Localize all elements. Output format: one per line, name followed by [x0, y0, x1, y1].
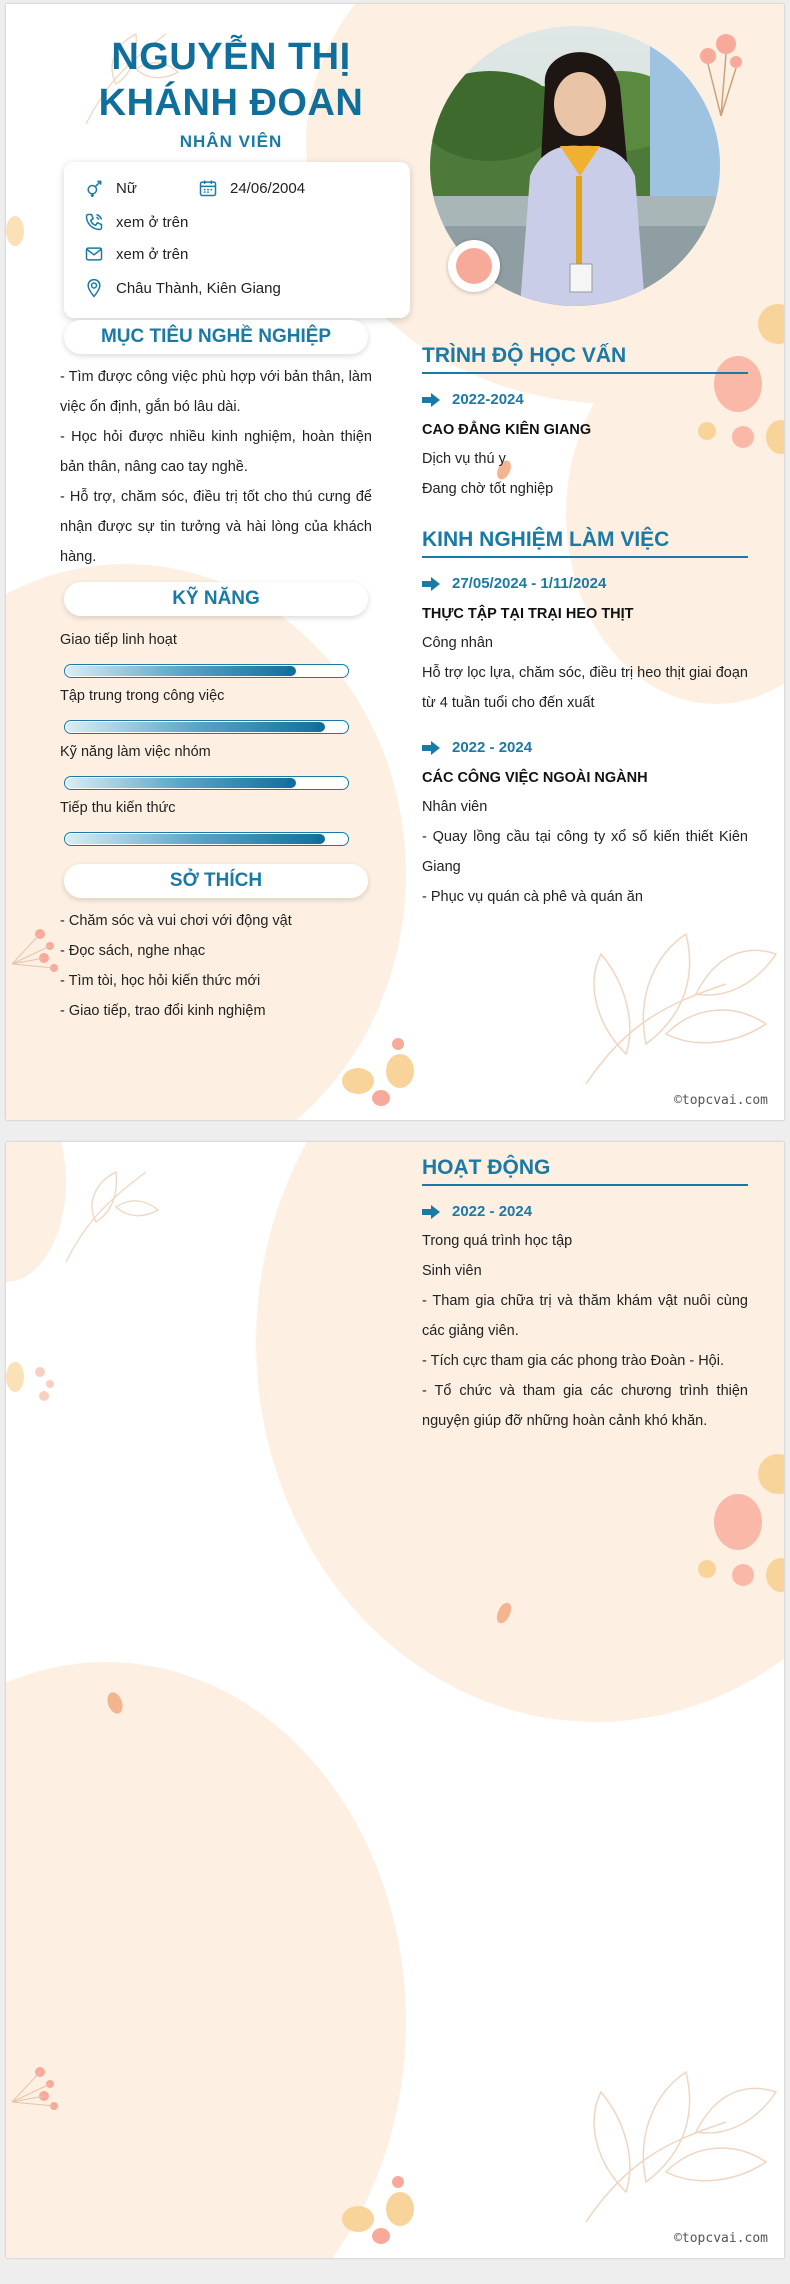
- career-objective-text: [60, 362, 372, 572]
- activity-date: 2022 - 2024: [452, 1203, 533, 1220]
- arrow-right-icon: [422, 393, 440, 407]
- job-position: NHÂN VIÊN: [179, 132, 283, 151]
- skill-bar-fill: [66, 666, 296, 676]
- activity-details: [422, 1226, 748, 1436]
- skill-bar-fill: [66, 778, 296, 788]
- flower-decoration-icon: [546, 2022, 784, 2242]
- skill-bar: [64, 664, 349, 678]
- photo-decor-circle: [448, 240, 500, 292]
- decor-dot: [342, 1068, 374, 1094]
- hobby-item: - Đọc sách, nghe nhạc: [60, 943, 206, 959]
- hobby-item: - Giao tiếp, trao đổi kinh nghiệm: [60, 1003, 266, 1019]
- gender-icon: [84, 178, 104, 198]
- contact-email: [84, 244, 188, 264]
- activity-line: - Tổ chức và tham gia các chương trình thiện nguyện giúp đỡ những hoàn cảnh khó khăn.: [422, 1383, 748, 1429]
- education-title: TRÌNH ĐỘ HỌC VẤN: [422, 344, 748, 374]
- job-date-row: [422, 575, 606, 592]
- skill-bar-knob: [316, 723, 324, 731]
- job-date: 27/05/2024 - 1/11/2024: [452, 575, 607, 592]
- arrow-right-icon: [422, 1205, 440, 1219]
- job-details: [422, 628, 748, 718]
- decor-dot: [342, 2206, 374, 2232]
- decor-dot: [386, 1054, 414, 1088]
- decor-dot: [372, 2228, 390, 2244]
- skill-bar-fill: [66, 834, 325, 844]
- skill-bar: [64, 776, 349, 790]
- email-icon: [84, 244, 104, 264]
- watermark: ©topcvai.com: [674, 2231, 768, 2246]
- hobbies-title: SỞ THÍCH: [64, 864, 368, 898]
- decor-dot: [386, 2192, 414, 2226]
- job-company: THỰC TẬP TẠI TRẠI HEO THỊT: [422, 606, 634, 622]
- activity-line: - Tích cực tham gia các phong trào Đoàn - Hội.: [422, 1353, 724, 1369]
- full-name: NGUYỄN THỊ KHÁNH ĐOAN: [98, 36, 364, 124]
- activity-date-row: [422, 1203, 532, 1220]
- gender-value: Nữ: [116, 179, 137, 197]
- career-objective-line: - Hỗ trợ, chăm sóc, điều trị tốt cho thú cưng để nhận được sự tin tưởng và hài lòng của khách hàng.: [60, 489, 372, 565]
- activity-org: Trong quá trình học tập: [422, 1233, 573, 1249]
- contact-address: [84, 278, 281, 298]
- job-description: - Quay lồng cầu tại công ty xổ số kiến thiết Kiên Giang: [422, 829, 748, 875]
- career-objective-title: MỤC TIÊU NGHỀ NGHIỆP: [64, 320, 368, 354]
- contact-card: [64, 162, 410, 318]
- decor-dot: [698, 1560, 716, 1578]
- job-date: 2022 - 2024: [452, 739, 533, 756]
- email-value: xem ở trên: [116, 245, 189, 263]
- job-role: Nhân viên: [422, 799, 488, 815]
- job-date-row: [422, 739, 532, 756]
- decor-dot: [714, 1494, 762, 1550]
- flower-decoration-icon: [546, 884, 784, 1104]
- decor-dot: [6, 216, 24, 246]
- education-date: 2022-2024: [452, 391, 524, 408]
- education-date-row: [422, 391, 524, 408]
- career-objective-line: - Học hỏi được nhiều kinh nghiệm, hoàn thiện bản thân, nâng cao tay nghề.: [60, 429, 372, 475]
- hobbies-list: [60, 906, 372, 1026]
- decor-dot: [392, 2176, 404, 2188]
- experience-title: KINH NGHIỆM LÀM VIỆC: [422, 528, 748, 558]
- education-major: Dịch vụ thú y: [422, 451, 506, 467]
- background-blob: [6, 1662, 406, 2258]
- skills-title: KỸ NĂNG: [64, 582, 368, 616]
- phone-value: xem ở trên: [116, 213, 189, 231]
- job-company: CÁC CÔNG VIỆC NGOÀI NGÀNH: [422, 770, 648, 786]
- education-school: CAO ĐẲNG KIÊN GIANG: [422, 422, 592, 438]
- skill-label: Tiếp thu kiến thức: [60, 800, 176, 816]
- flower-decoration-icon: [10, 2062, 70, 2122]
- skill-label: Tập trung trong công việc: [60, 688, 225, 704]
- watermark: ©topcvai.com: [674, 1093, 768, 1108]
- hobby-item: - Tìm tòi, học hỏi kiến thức mới: [60, 973, 261, 989]
- address-value: Châu Thành, Kiên Giang: [116, 279, 281, 297]
- job-details: [422, 792, 748, 912]
- decor-dot: [392, 1038, 404, 1050]
- cv-page-1: [6, 4, 784, 1120]
- education-details: [422, 444, 748, 504]
- calendar-icon: [198, 178, 218, 198]
- skill-label: Giao tiếp linh hoạt: [60, 632, 177, 648]
- career-objective-line: - Tìm được công việc phù hợp với bản thân, làm việc ổn định, gắn bó lâu dài.: [60, 369, 372, 415]
- contact-phone: [84, 212, 188, 232]
- decor-dot: [372, 1090, 390, 1106]
- flower-decoration-icon: [10, 1362, 70, 1422]
- skill-bar-knob: [316, 835, 324, 843]
- activity-role: Sinh viên: [422, 1263, 482, 1279]
- arrow-right-icon: [422, 741, 440, 755]
- skill-bar: [64, 832, 349, 846]
- arrow-right-icon: [422, 577, 440, 591]
- contact-gender: [84, 178, 137, 198]
- location-pin-icon: [84, 278, 104, 298]
- cv-page-2: [6, 1142, 784, 2258]
- phone-icon: [84, 212, 104, 232]
- education-status: Đang chờ tốt nghiệp: [422, 481, 554, 497]
- hobby-item: - Chăm sóc và vui chơi với động vật: [60, 913, 292, 929]
- job-role: Công nhân: [422, 635, 493, 651]
- skill-bar: [64, 720, 349, 734]
- job-description: Hỗ trợ lọc lựa, chăm sóc, điều trị heo thịt giai đoạn từ 4 tuần tuổi cho đến xuất: [422, 665, 748, 711]
- decor-dot: [732, 1564, 754, 1586]
- contact-birthday: [198, 178, 305, 198]
- skill-bar-fill: [66, 722, 325, 732]
- activities-title: HOẠT ĐỘNG: [422, 1156, 748, 1186]
- job-description: - Phục vụ quán cà phê và quán ăn: [422, 889, 643, 905]
- flower-decoration-icon: [46, 1152, 166, 1272]
- birthday-value: 24/06/2004: [230, 179, 306, 197]
- skill-label: Kỹ năng làm việc nhóm: [60, 744, 211, 760]
- activity-line: - Tham gia chữa trị và thăm khám vật nuôi cùng các giảng viên.: [422, 1293, 748, 1339]
